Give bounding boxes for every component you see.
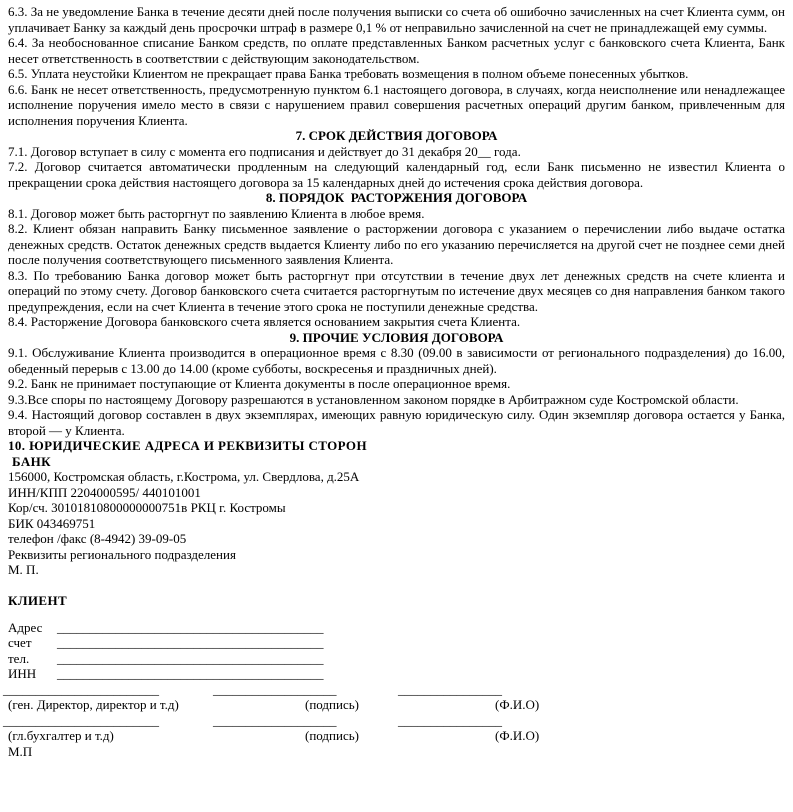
client-address-label: Адрес	[8, 619, 43, 635]
client-phone-blank[interactable]: _________________________________________	[57, 650, 324, 666]
clause-9-4: 9.4. Настоящий договор составлен в двух экземплярах, имеющих равную юридическую силу. Один экземпляр договора остается у Банка, второй — у Клиента.	[8, 407, 785, 438]
bank-section-heading: БАНК	[12, 453, 51, 469]
client-inn-label: ИНН	[8, 666, 37, 681]
accountant-signature-blank[interactable]: ___________________	[213, 712, 337, 728]
client-stamp-mark: М.П	[8, 743, 33, 759]
clause-6-4: 6.4. За необоснованное списание Банком средств, по оплате представленных Банком расчетных услуг с банковского счета Клиента, Банк несет ответственность в соответствии с действующим законодательством.	[8, 35, 785, 66]
clause-6-5: 6.5. Уплата неустойки Клиентом не прекращает права Банка требовать возмещения в полном объеме понесенных убытков.	[8, 66, 689, 81]
accountant-fio-label: (Ф.И.О)	[495, 728, 540, 743]
section-8-heading: 8. ПОРЯДОК РАСТОРЖЕНИЯ ДОГОВОРА	[265, 190, 528, 205]
client-phone-field-row	[8, 651, 785, 667]
client-account-field-row	[8, 635, 785, 651]
bank-stamp-mark: М. П.	[8, 562, 39, 577]
accountant-signature-blanks-row	[3, 712, 785, 729]
clause-6-3: 6.3. За не уведомление Банка в течение десяти дней после получения выписки со счета об ошибочно зачисленных на счет Клиента сумм, он уплачивает Банку за каждый день просрочки штраф в размере 0,1 % от неправильно зачисленной на счет не принадлежащей ему суммы.	[8, 4, 785, 35]
section-10-heading: 10. ЮРИДИЧЕСКИЕ АДРЕСА И РЕКВИЗИТЫ СТОРОН	[8, 438, 367, 453]
client-inn-blank[interactable]: _________________________________________	[57, 666, 324, 681]
clause-6-6: 6.6. Банк не несет ответственность, предусмотренную пунктом 6.1 настоящего договора, в случаях, когда неисполнение или ненадлежащее исполнение поручения имело место в связи с нарушением правил совершения расчетных операций другим банком, привлеченным для исполнения поручения Клиента.	[8, 81, 785, 128]
client-fields	[8, 620, 785, 682]
client-phone-label: тел.	[8, 650, 30, 666]
bank-bik-line: БИК 043469751	[8, 515, 96, 531]
clause-7-1: 7.1. Договор вступает в силу с момента его подписания и действует до 31 декабря 20__ года.	[8, 143, 521, 159]
director-fio-label: (Ф.И.О)	[495, 697, 540, 712]
bank-address-line: 156000, Костромская область, г.Кострома, ул. Свердлова, д.25А	[8, 469, 360, 484]
bank-inn-kpp-line: ИНН/КПП 2204000595/ 440101001	[8, 484, 201, 500]
client-account-blank[interactable]: _________________________________________	[57, 635, 324, 650]
director-signature-blanks-row	[3, 681, 785, 698]
client-address-field-row	[8, 620, 785, 636]
clause-8-1: 8.1. Договор может быть расторгнут по заявлению Клиента в любое время.	[8, 205, 425, 221]
spacer	[8, 578, 785, 594]
section-9-heading: 9. ПРОЧИЕ УСЛОВИЯ ДОГОВОРА	[289, 329, 504, 345]
clause-7-2: 7.2. Договор считается автоматически продленным на следующий календарный год, если Банк письменно не известил Клиента о прекращении срока действия настоящего договора за 15 календарных дней до истечения срока действия договора.	[8, 159, 785, 190]
client-account-label: счет	[8, 635, 32, 650]
clause-8-3: 8.3. По требованию Банка договор может быть расторгнут при отсутствии в течение двух лет денежных средств на счете клиента и операций по этому счету. Договор банковского счета считается расторгнутым по истечение двух месяцев со дня направления банком такого предупреждения, если на счет Клиента в течение этого срока не поступили денежные средства.	[8, 267, 785, 314]
clause-8-2: 8.2. Клиент обязан направить Банку письменное заявление о расторжении договора с указанием о перечислении либо выдаче остатка денежных средств. Остаток денежных средств выдается Клиенту либо по его указанию перечисляется на другой счет не позднее семи дней после получения соответствующего письменного заявления Клиента.	[8, 221, 785, 267]
accountant-signature-labels-row	[8, 728, 785, 744]
director-role-blank[interactable]: ________________________	[3, 681, 159, 697]
clause-9-2: 9.2. Банк не принимает поступающие от Клиента документы в после операционное время.	[8, 376, 511, 391]
accountant-signature-label: (подпись)	[305, 728, 359, 743]
accountant-role-blank[interactable]: ________________________	[3, 712, 159, 728]
section-7-heading: 7. СРОК ДЕЙСТВИЯ ДОГОВОРА	[295, 128, 498, 143]
client-section-heading: КЛИЕНТ	[8, 593, 68, 608]
clause-9-1: 9.1. Обслуживание Клиента производится в операционное время с 8.30 (09.00 в зависимости от регионального подразделения) до 16.00, обеденный перерыв с 13.00 до 14.00 (кроме субботы, воскресенья и праздничных дней).	[8, 345, 785, 376]
director-fio-blank[interactable]: ________________	[398, 681, 502, 697]
director-signature-label: (подпись)	[305, 697, 359, 712]
accountant-role-label: (гл.бухгалтер и т.д)	[8, 728, 114, 743]
bank-regional-requisites-line: Реквизиты регионального подразделения	[8, 546, 236, 562]
bank-corr-account-line: Кор/сч. 30101810800000000751в РКЦ г. Костромы	[8, 500, 286, 515]
director-role-label: (ген. Директор, директор и т.д)	[8, 697, 179, 712]
clause-9-3: 9.3.Все споры по настоящему Договору разрешаются в установленном законом порядке в Арбитражном суде Костромской области.	[8, 391, 739, 407]
client-address-blank[interactable]: _________________________________________	[57, 619, 324, 635]
bank-phone-fax-line: телефон /факс (8-4942) 39-09-05	[8, 531, 187, 546]
client-inn-field-row	[8, 666, 785, 682]
accountant-fio-blank[interactable]: ________________	[398, 712, 502, 728]
director-signature-blank[interactable]: ___________________	[213, 681, 337, 697]
clause-8-4: 8.4. Расторжение Договора банковского счета является основанием закрытия счета Клиента.	[8, 314, 521, 329]
director-signature-labels-row	[8, 697, 785, 713]
